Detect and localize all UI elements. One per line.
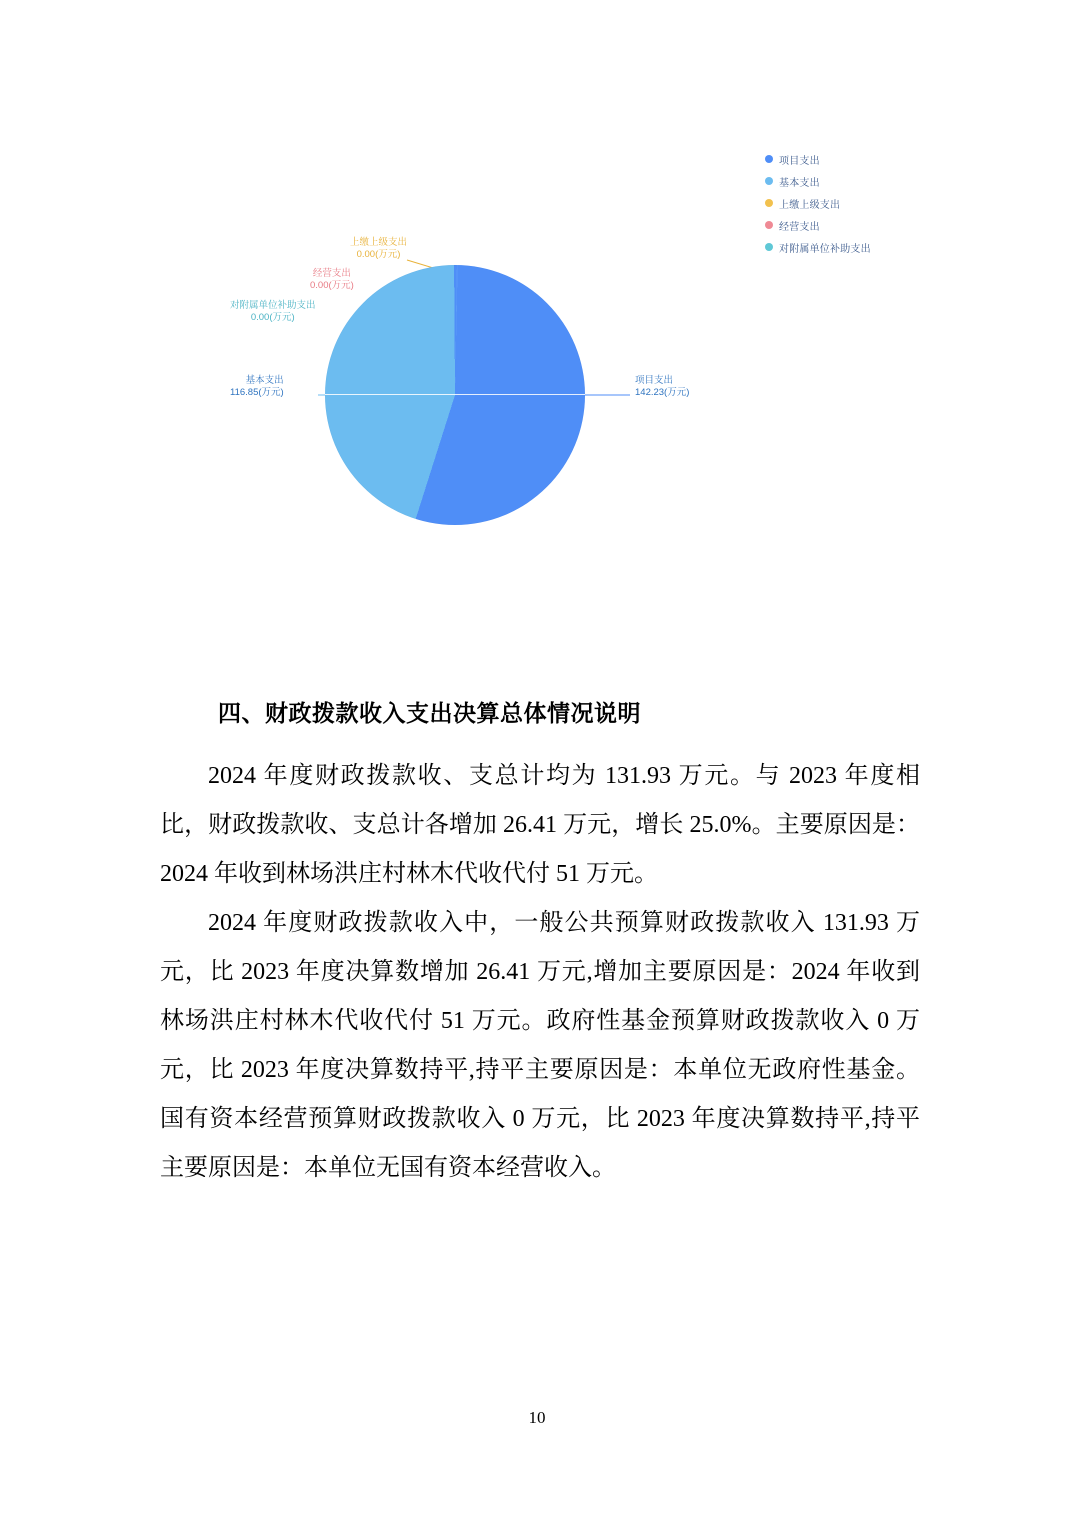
paragraph-1: 2024 年度财政拨款收、支总计均为 131.93 万元。与 2023 年度相比，财政拨款收、支总计各增加 26.41 万元，增长 25.0%。主要原因是：2024 年收到林场洪庄村林木代收代付 51 万元。	[160, 763, 920, 887]
pie-slice-divider	[325, 394, 585, 395]
pie-graphic	[325, 265, 585, 525]
page-number: 10	[528, 1408, 546, 1427]
legend-label: 上缴上级支出	[779, 199, 841, 211]
pie-slices	[325, 265, 585, 525]
legend-label: 项目支出	[779, 155, 820, 167]
section-heading: 四、财政拨款收入支出决算总体情况说明	[218, 700, 641, 726]
pie-label-shangjiao: 上缴上级支出 0.00(万元)	[350, 237, 408, 260]
pie-label-jiben: 基本支出 116.85(万元)	[230, 375, 284, 398]
pie-label-fushu: 对附属单位补助支出 0.00(万元)	[230, 300, 316, 323]
pie-label-jingying: 经营支出 0.00(万元)	[310, 268, 354, 291]
section-body	[160, 752, 920, 1193]
paragraph-2: 2024 年度财政拨款收入中，一般公共预算财政拨款收入 131.93 万元，比 2023 年度决算数增加 26.41 万元,增加主要原因是：2024 年收到林场洪庄村林木代收代付 51 万元。政府性基金预算财政拨款收入 0 万元，比 2023 年度决算数持平,持平主要原因是：本单位无政府性基金。国有资本经营预算财政拨款收入 0 万元，比 2023 年度决算数持平,持平主要原因是：本单位无国有资本经营收入。	[160, 910, 920, 1181]
expenditure-pie-chart	[175, 120, 915, 590]
legend-label: 对附属单位补助支出	[779, 243, 871, 255]
legend-label: 基本支出	[779, 177, 820, 189]
pie-label-xiangmu: 项目支出 142.23(万元)	[635, 375, 690, 398]
legend-label: 经营支出	[779, 221, 820, 233]
